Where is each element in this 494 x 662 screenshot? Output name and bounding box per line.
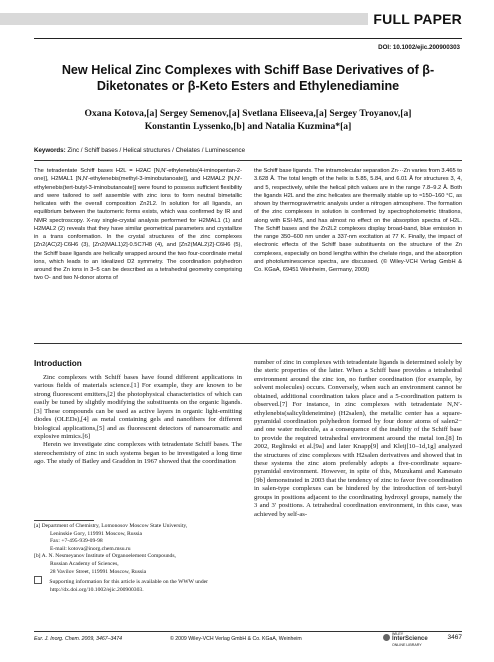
paper-title: New Helical Zinc Complexes with Schiff Base Derivatives of β-Diketonates or β-Keto Esters and Ethylenediamine	[61, 63, 435, 93]
footnote-a-line: Department of Chemistry, Lomonosov Moscow State University,	[41, 523, 188, 529]
abstract-copyright: (© Wiley-VCH Verlag GmbH & Co. KGaA, 69451 Weinheim, Germany, 2009)	[254, 258, 462, 273]
footnote-b-line: A. N. Nesmeyanov Institute of Organoelement Compounds,	[41, 553, 176, 560]
keywords-text: Zinc / Schiff bases / Helical structures / Chelates / Luminescence	[67, 147, 246, 154]
intro-paragraph-1: Zinc complexes with Schiff bases have found different applications in various fields of materials science.[1] For example, they are known to be strong fluorescent emitters,[2] the photophysical characteristics of which can easily be tuned by slightly modifying the substituents on the organic ligands.[3] These compounds can be used as active layers in organic light-emitting diodes (OLEDs),[4] as metal containing gels and nanofibers for different biological applications,[5] and as fluorescent detectors of nanoaromatic and explosive mimics.[6]	[34, 374, 242, 440]
footnote-rule	[34, 520, 94, 521]
footnote-a-line: Leninskie Gory, 119991 Moscow, Russia	[50, 530, 142, 537]
author-line-1: Oxana Kotova,[a] Sergey Semenov,[a] Svetlana Eliseeva,[a] Sergey Troyanov,[a]	[84, 108, 412, 119]
abstract-separator	[34, 343, 462, 344]
section-heading-introduction: Introduction	[34, 359, 82, 368]
publisher-tag: ONLINE LIBRARY	[392, 643, 422, 647]
body-right-column	[254, 359, 462, 519]
footnote-a-line: Fax: +7-495-939-09-98	[50, 538, 103, 545]
page-number: 3467	[447, 634, 462, 641]
abstract-right-text: the Schiff base ligands. The intramolecular separation Zn···Zn varies from 3.465 to 3.628 Å. The total length of the helix is 5.85, 5.84, and 6.01 Å for structures 3, 4, and 5, respectively, while the helical pitch values are in the range 7.8–9.2 Å. Both the ligands H2L and the zinc helicates are thermally stable up to ≈150–160 °C, as shown by thermogravimetric analysis under a nitrogen atmosphere. The formation of the zinc complexes in solution is confirmed by spectrophotometric titrations, along with ESI-MS, and has almost no effect on the absorption spectra of H2L. The Schiff bases and the Zn2L2 complexes display broad-band, blue emission in the range 350–600 nm under a 337-nm excitation at 77 K. Finally, the impact of electronic effects of the Schiff base substituents on the structure of the Zn complexes, especially on bond lengths within the chelate rings, and the absorption and photoluminescence spectra, are discussed.	[254, 168, 462, 265]
doi-line[interactable]: DOI: 10.1002/ejic.200900303	[378, 44, 460, 51]
footnote-a	[34, 523, 242, 531]
supporting-info	[34, 576, 242, 594]
body-left-column	[34, 374, 242, 467]
keywords	[34, 147, 462, 161]
journal-citation: Eur. J. Inorg. Chem. 2009, 3467–3474	[34, 636, 123, 642]
author-list	[40, 107, 456, 133]
footnote-b	[34, 553, 242, 561]
footnotes	[34, 523, 242, 594]
publisher-name: InterScience	[392, 636, 428, 642]
footnote-a-email[interactable]: E-mail: kotova@inorg.chem.msu.ru	[50, 545, 131, 552]
wiley-globe-icon	[383, 634, 390, 641]
publisher-logo[interactable]	[392, 632, 428, 647]
abstract-left-column: The tetradentate Schiff bases H2L = H2AC [N,N′-ethylenebis(4-iminopentan-2-one)], H2MAL1 [N,N′-ethylenebis(methyl-3-iminobutanoate)], and H2MAL2 [N,N′-ethylenebis(tert-butyl-3-iminobutanoate)] were found to possess sufficient flexibility and were tailored to self assemble with zinc ions to form neutral bimetallic helicates with the overall composition Zn2L2. In solution for all ligands, an equilibrium between the tautomeric forms exists, which was confirmed by IR and NMR spectroscopy. X-ray single-crystal analysis performed for H2MAL1 (1) and H2MAL2 (2) reveals that they have similar geometrical parameters and crystallize in a trans conformation. In the crystal structures of the zinc complexes [Zn2(AC)2]·C6H6 (3), [Zn2(MAL1)2]·0.5C7H8 (4), and [Zn2(MAL2)2]·C6H6 (5), the Schiff base ligands are helically wrapped around the two four-coordinate metal ions, which leads to an idealized D2 symmetry. The coordination polyhedron around the Zn ions in 3–5 can be described as a tetrahedral geometry comprising two O- and two N-donor atoms of	[34, 168, 242, 282]
intro-paragraph-2: Herein we investigate zinc complexes with tetradentate Schiff bases. The stereochemistry of zinc in such systems began to be investigated a long time ago. The study of Batley and Graddon in 1967 showed that the coordination	[34, 441, 242, 466]
section-label: FULL PAPER	[373, 11, 462, 27]
footnote-b-line: Russian Academy of Sciences,	[50, 560, 119, 567]
right-column-paragraph: number of zinc in complexes with tetradentate ligands is determined solely by the steric properties of the latter. When a Schiff base provides a tetrahedral environment around the zinc ion, no further coordination (for example, by solvent molecules) occurs. Conversely, when such an environment cannot be obtained, additional coordination takes place and a 5-coordination pattern is observed.[7] For instance, in zinc complexes with tetradentate N,N′-ethylenebis(salicylideneimine) (H2salen), the metallic center has a square-pyramidal coordination polyhedron formed by four donor atoms of salen2− and one water molecule, as a consequence of the inability of the Schiff base to provide the required tetrahedral environment around the metal ion.[8] In 2002, Reglinski et al.[9a] and later Knapp[9] and Kleij[10–1d,1g] analyzed the structures of zinc complexes with H2salen derivatives and showed that in these systems the zinc atom preferably adopts a five-coordinate square-pyramidal environment. However, in spite of this, Muzukami and Kanesato [9b] demonstrated in 2003 that the tendency of zinc to favor five coordination in salen-type complexes can be hindered by the introduction of tert-butyl groups in positions adjacent to the coordinating hydroxyl groups, namely the 3 and 3′ positions. A tetrahedral coordination environment, in this case, was achieved by self-as-	[254, 359, 462, 518]
keywords-label: Keywords:	[34, 147, 66, 154]
supporting-info-icon	[34, 576, 42, 584]
supporting-info-text[interactable]: Supporting information for this article is available on the WWW under http://dx.doi.org/10.1002/ejic.200900303.	[49, 579, 208, 593]
copyright-notice: © 2009 Wiley-VCH Verlag GmbH & Co. KGaA, Weinheim	[170, 636, 302, 642]
footnote-a-label: [a]	[34, 523, 41, 529]
footnote-b-line: 28 Vavilov Street, 119991 Moscow, Russia	[50, 568, 147, 575]
publisher-small: WILEY	[392, 632, 404, 636]
abstract-right-column	[254, 167, 462, 274]
footnote-b-label: [b]	[34, 553, 41, 560]
author-line-2: Konstantin Lyssenko,[b] and Natalia Kuzmina*[a]	[144, 121, 352, 132]
